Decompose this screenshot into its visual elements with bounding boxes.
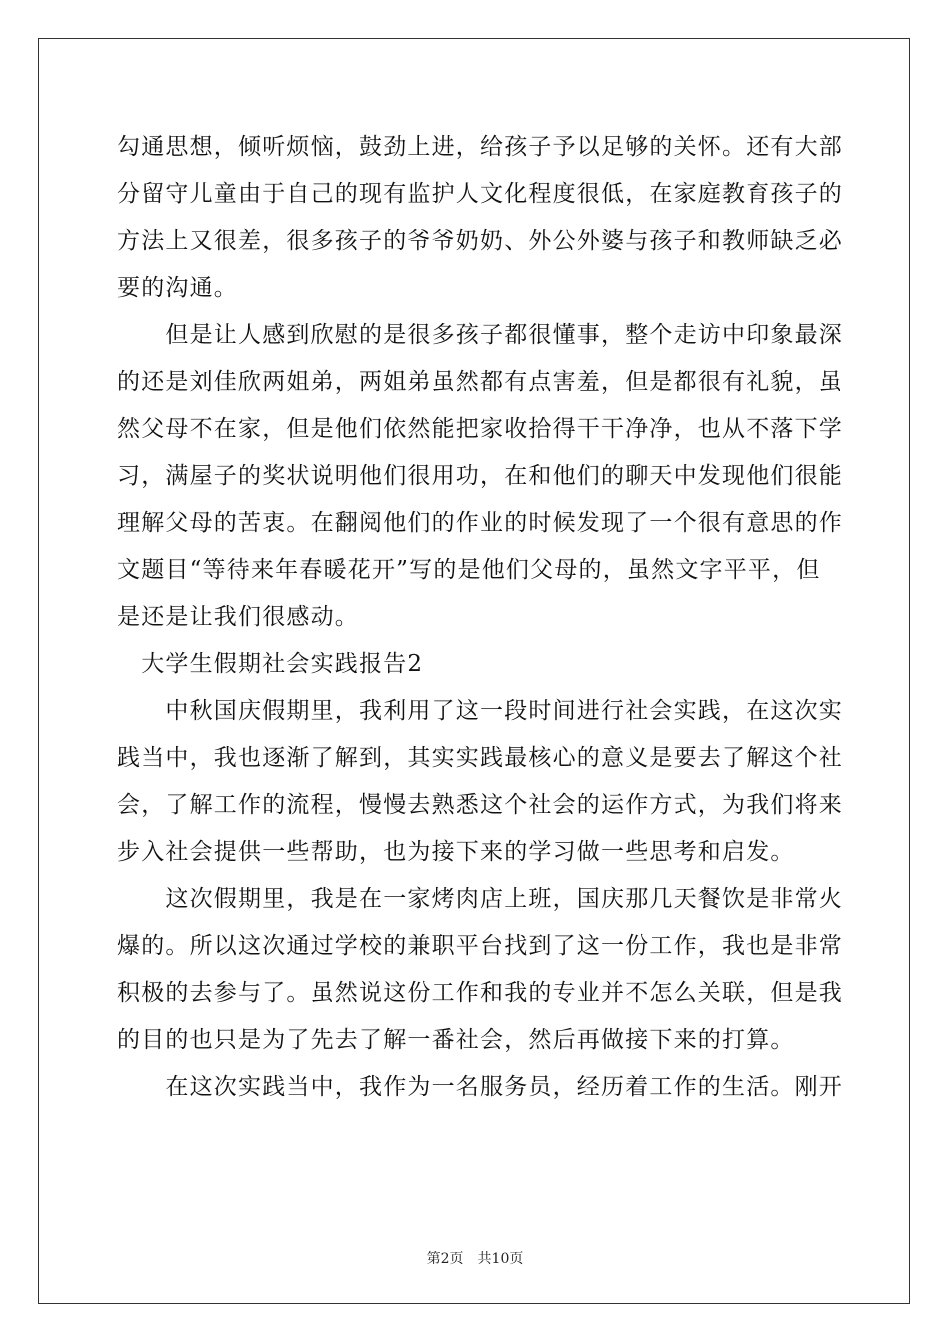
text-line: 然父母不在家，但是他们依然能把家收拾得干干净净，也从不落下学 (117, 416, 843, 442)
text-line: 在这次实践当中，我作为一名服务员，经历着工作的生活。刚开 (117, 1074, 843, 1100)
text-line: 但是让人感到欣慰的是很多孩子都很懂事，整个走访中印象最深 (117, 322, 843, 348)
text-line: 步入社会提供一些帮助，也为接下来的学习做一些思考和启发。 (117, 839, 795, 865)
text-line: 习，满屋子的奖状说明他们很用功，在和他们的聊天中发现他们很能 (117, 463, 843, 489)
text-line: 践当中，我也逐渐了解到，其实实践最核心的意义是要去了解这个社 (117, 745, 843, 771)
text-line: 要的沟通。 (117, 275, 238, 301)
text-line: 的目的也只是为了先去了解一番社会，然后再做接下来的打算。 (117, 1027, 795, 1053)
text-line: 爆的。所以这次通过学校的兼职平台找到了这一份工作，我也是非常 (117, 933, 843, 959)
text-line: 中秋国庆假期里，我利用了这一段时间进行社会实践，在这次实 (117, 698, 843, 724)
section-heading: 大学生假期社会实践报告2 (117, 651, 424, 677)
text-line: 这次假期里，我是在一家烤肉店上班，国庆那几天餐饮是非常火 (117, 886, 843, 912)
text-line: 是还是让我们很感动。 (117, 604, 359, 630)
document-body (117, 124, 843, 1111)
page-number: 第2页 共10页 (426, 1251, 524, 1267)
text-line: 文题目“等待来年春暖花开”写的是他们父母的，虽然文字平平，但 (117, 557, 821, 583)
text-line: 积极的去参与了。虽然说这份工作和我的专业并不怎么关联，但是我 (117, 980, 843, 1006)
text-line: 理解父母的苦衷。在翻阅他们的作业的时候发现了一个很有意思的作 (117, 510, 843, 536)
text-line: 的还是刘佳欣两姐弟，两姐弟虽然都有点害羞，但是都很有礼貌，虽 (117, 369, 843, 395)
text-line: 会，了解工作的流程，慢慢去熟悉这个社会的运作方式，为我们将来 (117, 792, 843, 818)
text-line: 勾通思想，倾听烦恼，鼓劲上进，给孩子予以足够的关怀。还有大部 (117, 134, 843, 160)
text-line: 分留守儿童由于自己的现有监护人文化程度很低，在家庭教育孩子的 (117, 181, 843, 207)
text-line: 方法上又很差，很多孩子的爷爷奶奶、外公外婆与孩子和教师缺乏必 (117, 228, 843, 254)
